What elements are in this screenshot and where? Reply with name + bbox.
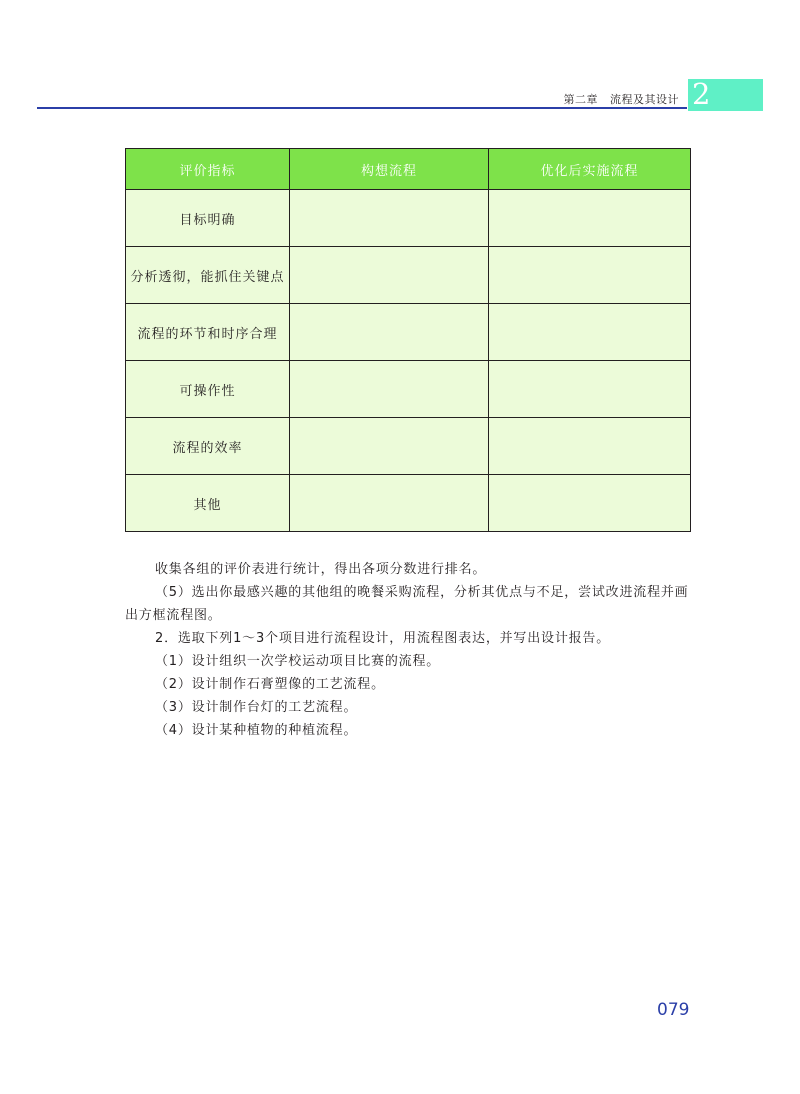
header-optimized-process: 优化后实施流程 xyxy=(489,149,691,190)
chapter-label: 第二章 xyxy=(563,93,598,106)
body-text xyxy=(125,558,691,742)
list-item-1: （1）设计组织一次学校运动项目比赛的流程。 xyxy=(155,654,441,669)
planned-cell xyxy=(290,418,489,475)
paragraph-task-5: （5）选出你最感兴趣的其他组的晚餐采购流程，分析其优点与不足，尝试改进流程并画出方框流程图。 xyxy=(125,585,689,623)
optimized-cell xyxy=(489,247,691,304)
header-criteria: 评价指标 xyxy=(126,149,290,190)
table-row xyxy=(126,475,691,532)
page-number: 079 xyxy=(657,1000,690,1020)
planned-cell xyxy=(290,475,489,532)
planned-cell xyxy=(290,361,489,418)
paragraph-summary: 收集各组的评价表进行统计，得出各项分数进行排名。 xyxy=(155,562,487,577)
optimized-cell xyxy=(489,475,691,532)
list-item-4: （4）设计某种植物的种植流程。 xyxy=(155,723,358,738)
optimized-cell xyxy=(489,304,691,361)
table-header-row xyxy=(126,149,691,190)
header-rule xyxy=(37,107,687,109)
table-row xyxy=(126,361,691,418)
optimized-cell xyxy=(489,418,691,475)
table-row xyxy=(126,247,691,304)
criteria-cell: 目标明确 xyxy=(126,190,290,247)
running-header xyxy=(564,91,680,107)
chapter-title: 流程及其设计 xyxy=(610,93,679,106)
table-row xyxy=(126,190,691,247)
criteria-cell: 流程的效率 xyxy=(126,418,290,475)
criteria-cell: 可操作性 xyxy=(126,361,290,418)
criteria-cell: 其他 xyxy=(126,475,290,532)
criteria-cell: 流程的环节和时序合理 xyxy=(126,304,290,361)
list-item-3: （3）设计制作台灯的工艺流程。 xyxy=(155,700,358,715)
evaluation-table xyxy=(125,148,691,532)
optimized-cell xyxy=(489,361,691,418)
list-item-2: （2）设计制作石膏塑像的工艺流程。 xyxy=(155,677,385,692)
chapter-number: 2 xyxy=(692,77,711,111)
planned-cell xyxy=(290,304,489,361)
optimized-cell xyxy=(489,190,691,247)
planned-cell xyxy=(290,190,489,247)
table-row xyxy=(126,418,691,475)
criteria-cell: 分析透彻，能抓住关键点 xyxy=(126,247,290,304)
paragraph-exercise-2: 2．选取下列1～3个项目进行流程设计，用流程图表达，并写出设计报告。 xyxy=(155,631,611,646)
header-planned-process: 构想流程 xyxy=(290,149,489,190)
planned-cell xyxy=(290,247,489,304)
table-row xyxy=(126,304,691,361)
